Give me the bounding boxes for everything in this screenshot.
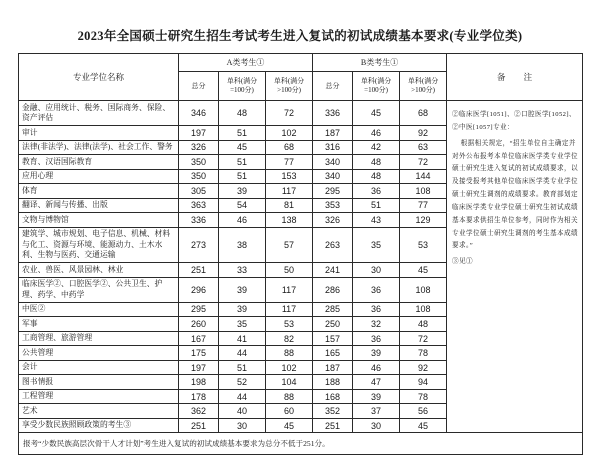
a-score-single100: 44 — [219, 389, 266, 404]
a-score-total: 336 — [179, 213, 219, 228]
a-score-total: 326 — [179, 140, 219, 155]
col-header-a-total: 总分 — [179, 72, 219, 101]
b-score-total: 251 — [313, 418, 353, 433]
b-score-total: 286 — [313, 277, 353, 302]
remark-cell — [447, 101, 583, 433]
a-score-total: 260 — [179, 317, 219, 332]
b-score-single100: 36 — [353, 331, 400, 346]
a-score-single100: 51 — [219, 360, 266, 375]
a-score-total: 295 — [179, 302, 219, 317]
col-header-a-single-over100: 单科(满分>100分) — [266, 72, 313, 101]
b-score-single100: 36 — [353, 277, 400, 302]
degree-name: 军事 — [19, 317, 179, 332]
b-score-singleover100: 144 — [400, 169, 447, 184]
b-score-total: 326 — [313, 213, 353, 228]
a-score-total: 346 — [179, 101, 219, 126]
b-score-single100: 35 — [353, 227, 400, 263]
a-score-single100: 51 — [219, 155, 266, 170]
col-header-a-single100: 单科(满分=100分) — [219, 72, 266, 101]
b-score-total: 263 — [313, 227, 353, 263]
b-score-singleover100: 94 — [400, 375, 447, 390]
degree-name: 享受少数民族照顾政策的考生③ — [19, 418, 179, 433]
a-score-singleover100: 117 — [266, 277, 313, 302]
b-score-singleover100: 78 — [400, 389, 447, 404]
degree-name: 法律(非法学)、法律(法学)、社会工作、警务 — [19, 140, 179, 155]
degree-name: 审计 — [19, 126, 179, 141]
a-score-single100: 41 — [219, 331, 266, 346]
b-score-single100: 37 — [353, 404, 400, 419]
degree-name: 中医② — [19, 302, 179, 317]
b-score-singleover100: 72 — [400, 155, 447, 170]
degree-name: 应用心理 — [19, 169, 179, 184]
b-score-single100: 30 — [353, 263, 400, 278]
b-score-single100: 42 — [353, 140, 400, 155]
a-score-total: 363 — [179, 198, 219, 213]
b-score-total: 295 — [313, 184, 353, 199]
a-score-singleover100: 102 — [266, 126, 313, 141]
footnote-row — [19, 433, 583, 455]
a-score-total: 296 — [179, 277, 219, 302]
b-score-singleover100: 92 — [400, 360, 447, 375]
b-score-singleover100: 53 — [400, 227, 447, 263]
a-score-single100: 54 — [219, 198, 266, 213]
col-header-b-total: 总分 — [313, 72, 353, 101]
b-score-total: 157 — [313, 331, 353, 346]
a-score-total: 251 — [179, 418, 219, 433]
a-score-total: 350 — [179, 155, 219, 170]
a-score-single100: 38 — [219, 227, 266, 263]
a-score-singleover100: 50 — [266, 263, 313, 278]
b-score-singleover100: 48 — [400, 317, 447, 332]
a-score-single100: 45 — [219, 140, 266, 155]
a-score-total: 167 — [179, 331, 219, 346]
a-score-total: 197 — [179, 126, 219, 141]
a-score-total: 197 — [179, 360, 219, 375]
remark-line: ③见① — [452, 258, 474, 266]
col-header-b-single100: 单科(满分=100分) — [353, 72, 400, 101]
b-score-total: 168 — [313, 389, 353, 404]
remark-line: ②临床医学[1051]、②口腔医学[1052]、②中医[1057]专业： — [452, 111, 576, 131]
b-score-single100: 39 — [353, 346, 400, 361]
a-score-single100: 33 — [219, 263, 266, 278]
degree-name: 农业、兽医、风景园林、林业 — [19, 263, 179, 278]
a-score-singleover100: 102 — [266, 360, 313, 375]
b-score-total: 250 — [313, 317, 353, 332]
a-score-total: 198 — [179, 375, 219, 390]
degree-name: 体育 — [19, 184, 179, 199]
b-score-singleover100: 78 — [400, 346, 447, 361]
b-score-total: 316 — [313, 140, 353, 155]
b-score-total: 187 — [313, 360, 353, 375]
a-score-single100: 52 — [219, 375, 266, 390]
b-score-singleover100: 45 — [400, 263, 447, 278]
degree-name: 金融、应用统计、税务、国际商务、保险、资产评估 — [19, 101, 179, 126]
b-score-single100: 48 — [353, 169, 400, 184]
b-score-total: 241 — [313, 263, 353, 278]
a-score-singleover100: 104 — [266, 375, 313, 390]
a-score-total: 175 — [179, 346, 219, 361]
b-score-total: 165 — [313, 346, 353, 361]
a-score-singleover100: 117 — [266, 302, 313, 317]
degree-name: 公共管理 — [19, 346, 179, 361]
degree-name: 建筑学、城市规划、电子信息、机械、材料与化工、资源与环境、能源动力、土木水利、生物与医药、交通运输 — [19, 227, 179, 263]
b-score-singleover100: 63 — [400, 140, 447, 155]
a-score-singleover100: 77 — [266, 155, 313, 170]
a-score-single100: 39 — [219, 184, 266, 199]
b-score-single100: 32 — [353, 317, 400, 332]
degree-name: 工程管理 — [19, 389, 179, 404]
a-score-singleover100: 81 — [266, 198, 313, 213]
b-score-singleover100: 68 — [400, 101, 447, 126]
a-score-singleover100: 88 — [266, 346, 313, 361]
col-header-remark: 备 注 — [447, 54, 583, 101]
score-table — [18, 53, 583, 455]
degree-name: 工商管理、旅游管理 — [19, 331, 179, 346]
col-header-name: 专业学位名称 — [19, 54, 179, 101]
degree-name: 临床医学②、口腔医学②、公共卫生、护理、药学、中药学 — [19, 277, 179, 302]
a-score-singleover100: 57 — [266, 227, 313, 263]
b-score-total: 187 — [313, 126, 353, 141]
footnote: 报考“少数民族高层次骨干人才计划”考生进入复试的初试成绩基本要求为总分不低于251分。 — [19, 433, 583, 455]
a-score-total: 305 — [179, 184, 219, 199]
b-score-singleover100: 72 — [400, 331, 447, 346]
b-score-single100: 30 — [353, 418, 400, 433]
a-score-total: 350 — [179, 169, 219, 184]
a-score-total: 273 — [179, 227, 219, 263]
a-score-singleover100: 153 — [266, 169, 313, 184]
b-score-single100: 36 — [353, 184, 400, 199]
degree-name: 艺术 — [19, 404, 179, 419]
col-header-group-a: A类考生① — [179, 54, 313, 72]
b-score-singleover100: 108 — [400, 184, 447, 199]
a-score-single100: 51 — [219, 126, 266, 141]
b-score-single100: 47 — [353, 375, 400, 390]
a-score-singleover100: 138 — [266, 213, 313, 228]
a-score-singleover100: 45 — [266, 418, 313, 433]
b-score-singleover100: 108 — [400, 302, 447, 317]
a-score-single100: 30 — [219, 418, 266, 433]
degree-name: 会计 — [19, 360, 179, 375]
b-score-singleover100: 92 — [400, 126, 447, 141]
remark-line: 根据相关规定，“招生单位自主确定并对外公布报考本单位临床医学类专业学位硕士研究生进入复试的初试成绩要求，以及接受报考其他单位临床医学类专业学位硕士研究生调剂的成绩要求。教育部划定临床医学类专业学位硕士研究生初试成绩基本要求供招生单位参考，同时作为相关专业学位硕士研究生调剂的考生基本成绩要求。” — [452, 139, 578, 250]
a-score-singleover100: 53 — [266, 317, 313, 332]
b-score-total: 340 — [313, 155, 353, 170]
a-score-single100: 39 — [219, 302, 266, 317]
b-score-total: 340 — [313, 169, 353, 184]
degree-name: 教育、汉语国际教育 — [19, 155, 179, 170]
b-score-singleover100: 45 — [400, 418, 447, 433]
col-header-b-single-over100: 单科(满分>100分) — [400, 72, 447, 101]
a-score-single100: 46 — [219, 213, 266, 228]
b-score-single100: 46 — [353, 126, 400, 141]
b-score-total: 353 — [313, 198, 353, 213]
a-score-single100: 39 — [219, 277, 266, 302]
a-score-single100: 51 — [219, 169, 266, 184]
a-score-total: 251 — [179, 263, 219, 278]
a-score-singleover100: 88 — [266, 389, 313, 404]
b-score-single100: 51 — [353, 198, 400, 213]
a-score-single100: 44 — [219, 346, 266, 361]
a-score-total: 362 — [179, 404, 219, 419]
b-score-single100: 45 — [353, 101, 400, 126]
degree-name: 文物与博物馆 — [19, 213, 179, 228]
b-score-single100: 43 — [353, 213, 400, 228]
b-score-single100: 36 — [353, 302, 400, 317]
table-row — [19, 101, 583, 126]
b-score-total: 336 — [313, 101, 353, 126]
b-score-singleover100: 56 — [400, 404, 447, 419]
b-score-single100: 46 — [353, 360, 400, 375]
b-score-total: 285 — [313, 302, 353, 317]
a-score-singleover100: 117 — [266, 184, 313, 199]
b-score-single100: 39 — [353, 389, 400, 404]
page-title: 2023年全国硕士研究生招生考试考生进入复试的初试成绩基本要求(专业学位类) — [77, 29, 523, 43]
col-header-group-b: B类考生① — [313, 54, 447, 72]
a-score-single100: 35 — [219, 317, 266, 332]
b-score-singleover100: 108 — [400, 277, 447, 302]
a-score-singleover100: 68 — [266, 140, 313, 155]
b-score-total: 188 — [313, 375, 353, 390]
header-row-groups — [19, 54, 583, 72]
a-score-singleover100: 60 — [266, 404, 313, 419]
degree-name: 图书情报 — [19, 375, 179, 390]
a-score-singleover100: 72 — [266, 101, 313, 126]
a-score-singleover100: 82 — [266, 331, 313, 346]
a-score-single100: 40 — [219, 404, 266, 419]
b-score-singleover100: 77 — [400, 198, 447, 213]
b-score-singleover100: 129 — [400, 213, 447, 228]
b-score-total: 352 — [313, 404, 353, 419]
b-score-single100: 48 — [353, 155, 400, 170]
degree-name: 翻译、新闻与传播、出版 — [19, 198, 179, 213]
a-score-total: 178 — [179, 389, 219, 404]
a-score-single100: 48 — [219, 101, 266, 126]
